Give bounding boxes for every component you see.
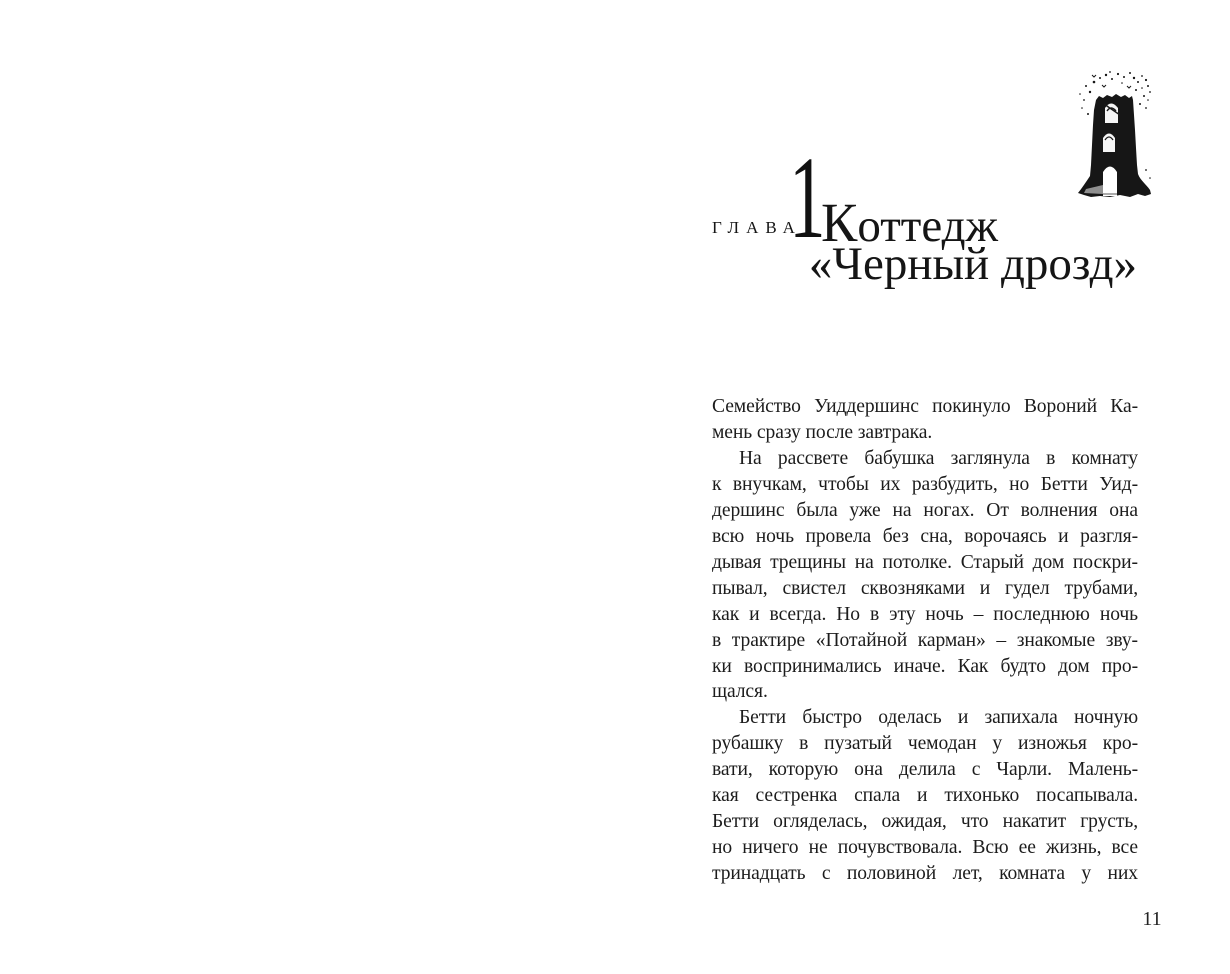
text-line: Бетти огляделась, ожидая, что накатит грусть, — [712, 811, 1138, 833]
text-line: щался. — [712, 681, 768, 703]
chapter-number: 1 — [789, 132, 826, 263]
tower-illustration — [1072, 70, 1156, 208]
text-line: тринадцать с половиной лет, комната у них — [712, 863, 1138, 885]
text-line: всю ночь провела без сна, ворочаясь и разгля- — [712, 525, 1138, 547]
page-number: 11 — [1142, 908, 1162, 930]
text-line: вати, которую она делила с Чарли. Малень- — [712, 759, 1138, 781]
text-line: Бетти быстро оделась и запихала ночную — [739, 707, 1138, 729]
text-line: как и всегда. Но в эту ночь – последнюю ночь — [712, 603, 1138, 625]
text-line: дершинс была уже на ногах. От волнения она — [712, 499, 1138, 521]
chapter-title-line2: «Черный дрозд» — [808, 238, 1137, 290]
text-line: дывая трещины на потолке. Старый дом поскри- — [712, 551, 1138, 573]
text-line: Семейство Уиддершинс покинуло Вороний Ка- — [712, 396, 1138, 417]
text-line: рубашку в пузатый чемодан у изножья кро- — [712, 733, 1138, 755]
body-text — [712, 394, 1138, 887]
text-line: к внучкам, чтобы их разбудить, но Бетти Уид- — [712, 473, 1138, 495]
chapter-label: ГЛАВА — [712, 218, 802, 237]
text-line: пывал, свистел сквозняками и гудел трубами, — [712, 577, 1138, 599]
text-line: ки воспринимались иначе. Как будто дом про- — [712, 655, 1138, 677]
text-line: На рассвете бабушка заглянула в комнату — [739, 447, 1138, 469]
text-line: в трактире «Потайной карман» – знакомые зву- — [712, 629, 1138, 651]
text-line: но ничего не почувствовала. Всю ее жизнь, все — [712, 837, 1138, 859]
chapter-title-line1: Коттедж — [821, 192, 998, 253]
text-line: мень сразу после завтрака. — [712, 421, 933, 443]
text-line: кая сестренка спала и тихонько посапывала. — [712, 785, 1138, 807]
